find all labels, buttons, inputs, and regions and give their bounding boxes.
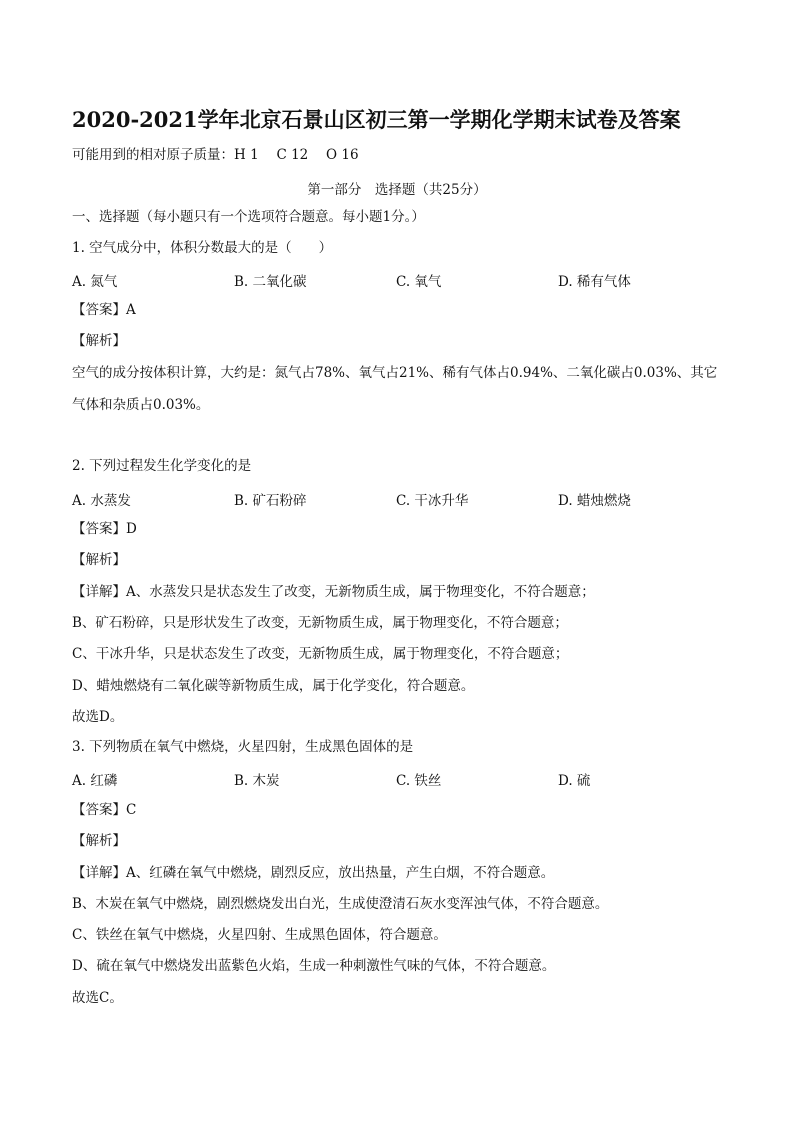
question-2-conclusion: 故选D。 — [72, 709, 124, 725]
question-2-option-d: D. 蜡烛燃烧 — [558, 493, 631, 509]
question-1-option-d: D. 稀有气体 — [558, 274, 631, 290]
question-2-option-b: B. 矿石粉碎 — [234, 493, 307, 509]
question-3-analysis-label: 【解析】 — [72, 833, 126, 849]
question-3-analysis-line: D、硫在氧气中燃烧发出蓝紫色火焰，生成一种刺激性气味的气体，不符合题意。 — [72, 958, 556, 974]
question-2-analysis-line: B、矿石粉碎，只是形状发生了改变，无新物质生成，属于物理变化，不符合题意； — [72, 615, 568, 631]
question-2-analysis-line: D、蜡烛燃烧有二氧化碳等新物质生成，属于化学变化，符合题意。 — [72, 678, 475, 694]
question-3-analysis-line: B、木炭在氧气中燃烧，剧烈燃烧发出白光，生成使澄清石灰水变浑浊气体，不符合题意。 — [72, 896, 609, 912]
document-title: 2020-2021学年北京石景山区初三第一学期化学期末试卷及答案 — [72, 107, 681, 132]
question-3-option-a: A. 红磷 — [72, 773, 118, 789]
question-3-option-c: C. 铁丝 — [396, 773, 442, 789]
question-2-stem: 2. 下列过程发生化学变化的是 — [72, 458, 252, 474]
question-3-option-d: D. 硫 — [558, 773, 591, 789]
question-3-analysis-line: 【详解】A、红磷在氧气中燃烧，剧烈反应，放出热量，产生白烟，不符合题意。 — [72, 865, 555, 881]
question-1-stem: 1. 空气成分中，体积分数最大的是（ ） — [72, 240, 333, 256]
question-2-analysis-label: 【解析】 — [72, 552, 126, 568]
question-3-option-b: B. 木炭 — [234, 773, 280, 789]
question-3-stem: 3. 下列物质在氧气中燃烧，火星四射，生成黑色固体的是 — [72, 739, 414, 755]
question-3-analysis-line: C、铁丝在氧气中燃烧，火星四射、生成黑色固体，符合题意。 — [72, 927, 447, 943]
question-1-analysis-line: 空气的成分按体积计算，大约是：氮气占78%、氧气占21%、稀有气体占0.94%、二氧化碳占0.03%、其它 — [72, 365, 718, 381]
question-1-option-b: B. 二氧化碳 — [234, 274, 307, 290]
question-3-conclusion: 故选C。 — [72, 990, 123, 1006]
question-1-option-c: C. 氧气 — [396, 274, 442, 290]
question-1-option-a: A. 氮气 — [72, 274, 118, 290]
section-title: 一、选择题（每小题只有一个选项符合题意。每小题1分。） — [72, 209, 425, 225]
question-2-option-c: C. 干冰升华 — [396, 493, 469, 509]
question-2-analysis-line: 【详解】A、水蒸发只是状态发生了改变，无新物质生成，属于物理变化，不符合题意； — [72, 584, 595, 600]
question-1-analysis-label: 【解析】 — [72, 333, 126, 349]
question-2-option-a: A. 水蒸发 — [72, 493, 131, 509]
part-title: 第一部分 选择题（共25分） — [307, 182, 487, 198]
atomic-mass-note: 可能用到的相对原子质量：H 1 C 12 O 16 — [72, 147, 359, 163]
question-1-answer: 【答案】A — [72, 302, 136, 318]
question-3-answer: 【答案】C — [72, 802, 137, 818]
question-2-answer: 【答案】D — [72, 521, 137, 537]
question-2-analysis-line: C、干冰升华，只是状态发生了改变，无新物质生成，属于物理变化，不符合题意； — [72, 646, 569, 662]
question-1-analysis-line: 气体和杂质占0.03%。 — [72, 397, 210, 413]
